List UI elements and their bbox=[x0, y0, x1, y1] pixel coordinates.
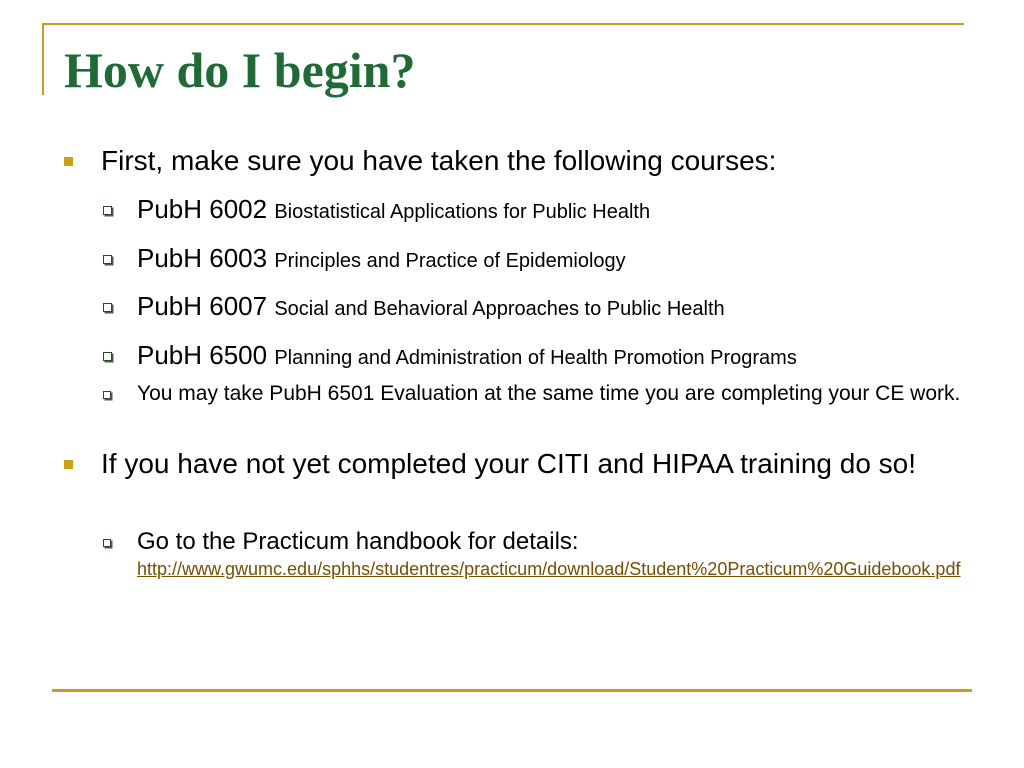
checkbox-bullet-icon bbox=[103, 206, 112, 215]
course-item bbox=[137, 192, 650, 229]
left-rule bbox=[42, 23, 44, 95]
course-item bbox=[137, 241, 626, 278]
checkbox-bullet-icon bbox=[103, 352, 112, 361]
checkbox-bullet-icon bbox=[103, 539, 111, 547]
course-code: PubH 6500 bbox=[137, 340, 268, 370]
checkbox-bullet-icon bbox=[103, 391, 111, 399]
note-text: You may take PubH 6501 Evaluation at the same time you are completing your CE work. bbox=[137, 382, 961, 405]
slide-title: How do I begin? bbox=[64, 42, 416, 98]
course-name: Principles and Practice of Epidemiology bbox=[274, 250, 626, 272]
course-code: PubH 6002 bbox=[137, 194, 268, 224]
bullet-text: If you have not yet completed your CITI and HIPAA training do so! bbox=[101, 448, 917, 479]
top-rule bbox=[42, 23, 964, 25]
course-code: PubH 6007 bbox=[137, 291, 268, 321]
square-bullet-icon bbox=[64, 460, 73, 469]
evaluation-note bbox=[137, 381, 987, 407]
bullet-text: First, make sure you have taken the following courses: bbox=[101, 145, 777, 176]
handbook-link[interactable]: http://www.gwumc.edu/sphhs/studentres/practicum/download/Student%20Practicum%20Guidebook.pdf bbox=[137, 559, 961, 579]
bullet-courses-intro bbox=[101, 143, 961, 179]
bullet-training bbox=[101, 446, 961, 482]
course-name: Social and Behavioral Approaches to Public Health bbox=[274, 298, 725, 320]
course-item bbox=[137, 338, 797, 375]
checkbox-bullet-icon bbox=[103, 255, 112, 264]
bottom-rule bbox=[52, 689, 972, 692]
course-code: PubH 6003 bbox=[137, 243, 268, 273]
square-bullet-icon bbox=[64, 157, 73, 166]
handbook-item bbox=[137, 527, 987, 581]
checkbox-bullet-icon bbox=[103, 303, 112, 312]
course-name: Planning and Administration of Health Promotion Programs bbox=[274, 347, 797, 369]
course-item bbox=[137, 289, 725, 326]
course-name: Biostatistical Applications for Public Health bbox=[274, 201, 651, 223]
handbook-text: Go to the Practicum handbook for details: bbox=[137, 528, 579, 555]
